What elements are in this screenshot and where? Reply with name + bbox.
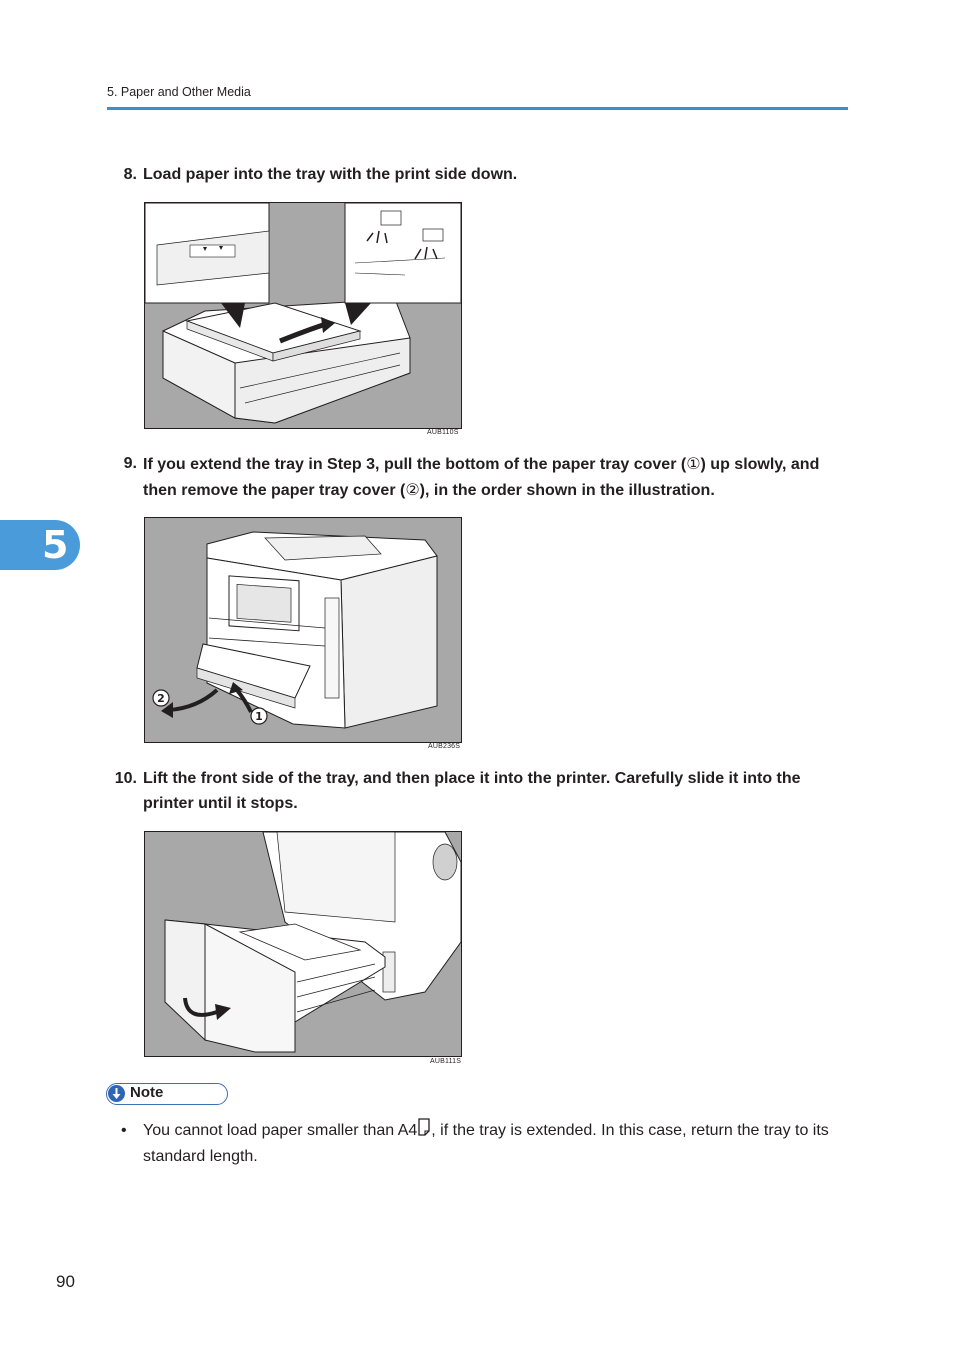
step-8	[107, 162, 848, 188]
step-10	[107, 766, 848, 818]
figure-code: AUB111S	[430, 1058, 462, 1065]
figure-remove-tray-cover	[144, 517, 462, 743]
running-header: 5. Paper and Other Media	[107, 85, 251, 99]
step-number: 10.	[114, 770, 137, 787]
figure-insert-tray	[144, 831, 462, 1057]
step-number: 8.	[123, 166, 137, 183]
down-arrow-icon	[108, 1085, 125, 1102]
figure-callout-1: 1	[255, 710, 263, 723]
note-label: Note	[130, 1084, 164, 1101]
page-number: 90	[56, 1272, 75, 1291]
note-bullet-text: You cannot load paper smaller than A4	[143, 1122, 418, 1139]
figure-load-paper	[144, 202, 462, 429]
figure-code: AUB110S	[427, 429, 459, 436]
header-rule	[107, 107, 848, 110]
figure-code: AUB236S	[428, 743, 461, 750]
step-text-part: If you extend the tray in Step 3, pull the bottom of the paper tray cover (	[143, 456, 687, 473]
step-text: Lift the front side of the tray, and then place it into the printer. Carefully slide it into the printer until it stops.	[143, 770, 801, 812]
chapter-tab-number: 5	[42, 523, 69, 567]
figure-callout-2: 2	[157, 692, 165, 705]
step-text: Load paper into the tray with the print side down.	[143, 166, 518, 183]
circled-number-1: ①	[686, 454, 701, 473]
circled-number-2: ②	[405, 480, 420, 499]
step-text-part: ) up slowly, and then remove the paper tray cover (	[143, 456, 820, 499]
paper-orientation-icon	[418, 1118, 430, 1144]
note-bullet	[143, 1118, 843, 1169]
note-bullet-text: , if the tray is extended. In this case, return the tray to its standard length.	[143, 1122, 829, 1165]
step-number: 9.	[123, 455, 137, 472]
step-9	[107, 451, 848, 503]
bullet-icon: •	[121, 1122, 127, 1139]
step-text-part: ), in the order shown in the illustration.	[419, 482, 715, 499]
step-text	[143, 451, 849, 503]
